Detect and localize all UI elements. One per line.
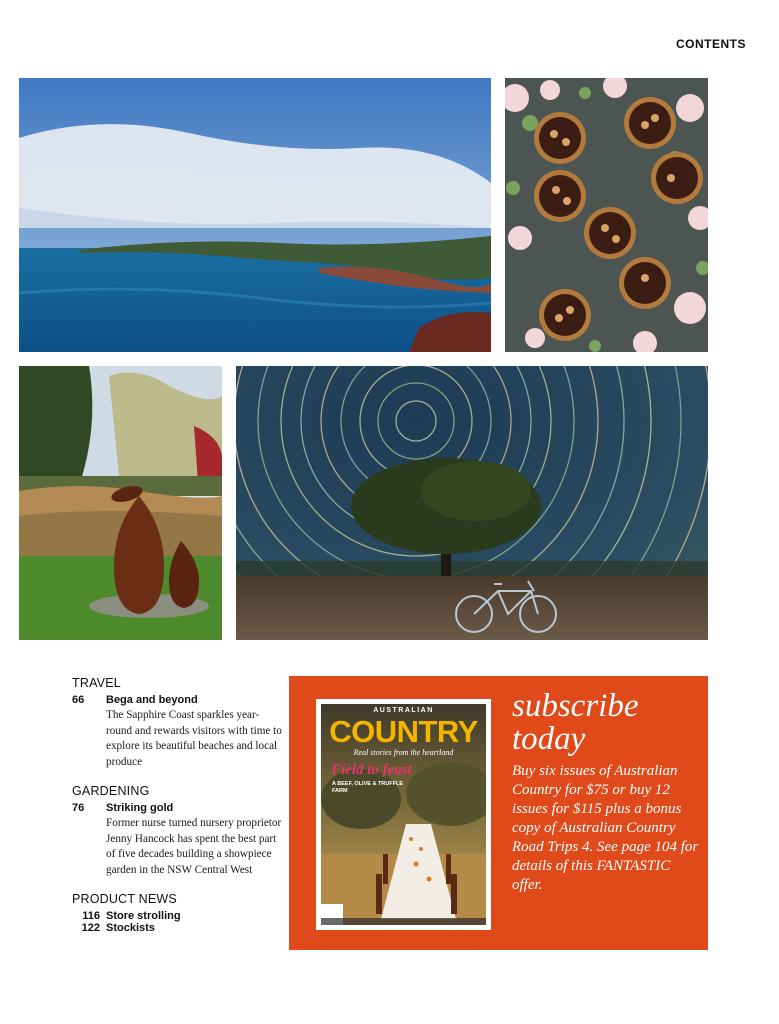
toc-heading: TRAVEL bbox=[72, 676, 121, 690]
promo-title: subscribe today bbox=[512, 688, 639, 757]
toc-section-gardening bbox=[72, 784, 282, 878]
toc-entry-title: Bega and beyond bbox=[106, 694, 198, 706]
cover-headline: Field to feast bbox=[331, 762, 412, 778]
toc-heading: GARDENING bbox=[72, 784, 150, 798]
star-trails-photo bbox=[236, 366, 708, 640]
coastline-photo bbox=[19, 78, 491, 352]
toc-entry-title: Stockists bbox=[106, 922, 155, 934]
magazine-cover bbox=[316, 699, 491, 930]
toc-section-product-news bbox=[72, 892, 282, 934]
toc-heading: PRODUCT NEWS bbox=[72, 892, 177, 906]
toc-entry[interactable] bbox=[72, 694, 282, 706]
garden-pear-sculpture-photo bbox=[19, 366, 222, 640]
toc-page-number: 76 bbox=[72, 802, 85, 814]
promo-body: Buy six issues of Australian Country for $75 or buy 12 issues for $115 plus a bonus copy of Australian Country Road Trips 4. See page 104 for details of this FANTASTIC offer. bbox=[512, 763, 699, 893]
cover-subhead: A BEEF, OLIVE & TRUFFLE FARM bbox=[332, 781, 403, 794]
toc-entry[interactable] bbox=[72, 922, 282, 934]
toc-section-travel bbox=[72, 676, 282, 770]
toc-entry-title: Store strolling bbox=[106, 910, 181, 922]
toc-page-number: 66 bbox=[72, 694, 85, 706]
cover-masthead: COUNTRY bbox=[329, 714, 478, 749]
tarts-photo bbox=[505, 78, 708, 352]
toc-entry-description: Former nurse turned nursery proprietor Jenny Hancock has spent the best part of five decades building a showpiece garden in the NSW Central West bbox=[106, 817, 282, 876]
toc-entry-description: The Sapphire Coast sparkles year-round and rewards visitors with time to explore its beautiful beaches and local produce bbox=[106, 709, 282, 768]
section-label: CONTENTS bbox=[676, 37, 746, 51]
cover-masthead-top: AUSTRALIAN bbox=[373, 707, 434, 714]
cover-tagline: Real stories from the heartland bbox=[353, 748, 454, 757]
toc-page-number: 116 bbox=[82, 910, 100, 922]
toc-entry[interactable] bbox=[72, 910, 282, 922]
subscribe-promo-box[interactable] bbox=[289, 676, 708, 950]
table-of-contents bbox=[72, 676, 282, 948]
toc-entry[interactable] bbox=[72, 802, 282, 814]
toc-entry-title: Striking gold bbox=[106, 802, 174, 814]
toc-page-number: 122 bbox=[81, 922, 100, 934]
